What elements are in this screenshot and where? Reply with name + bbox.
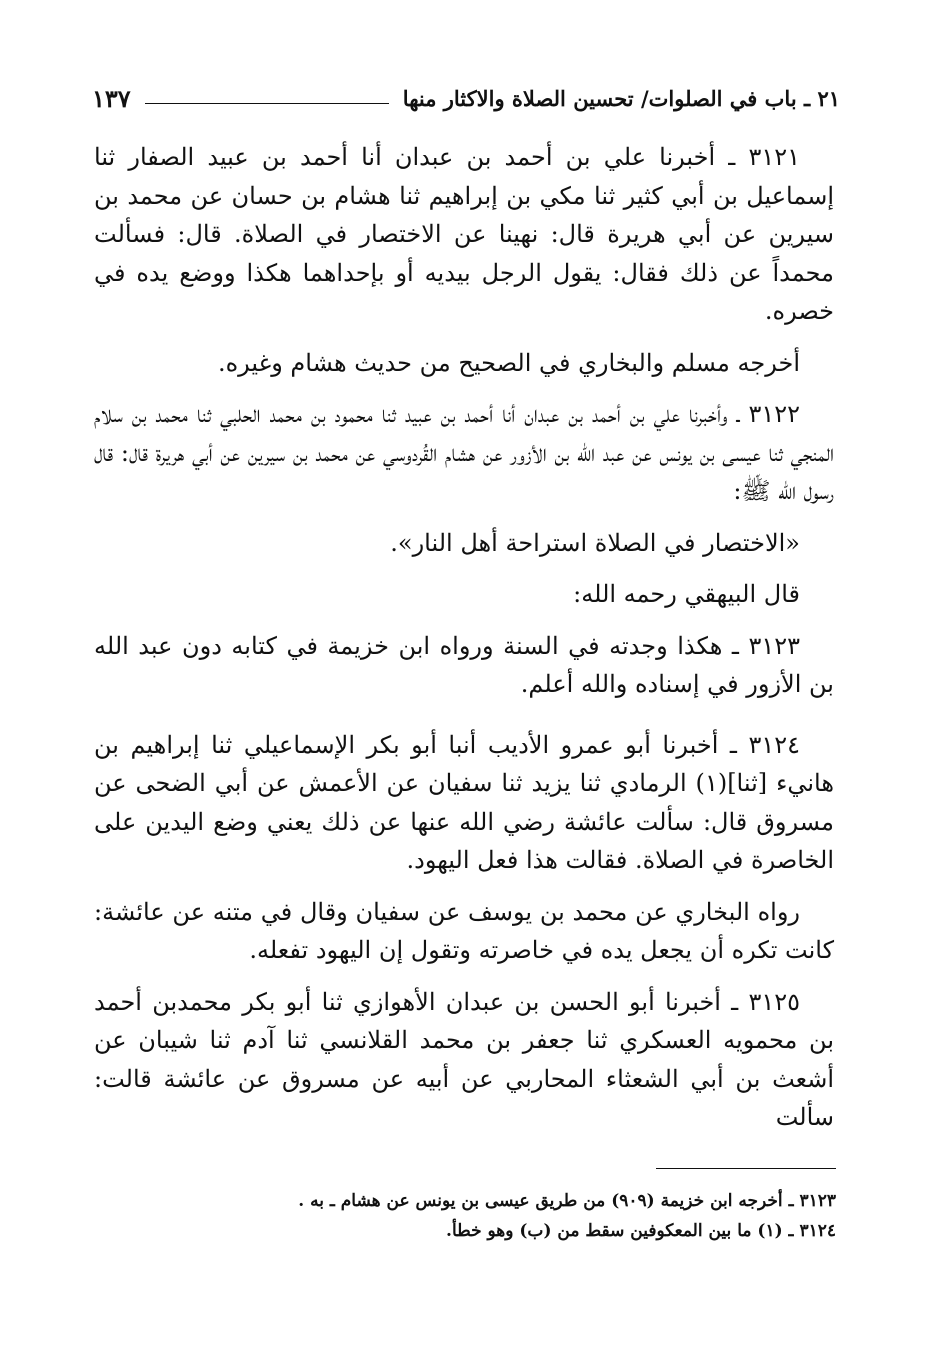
footnotes (96, 1186, 836, 1246)
takhrij-3124: رواه البخاري عن محمد بن يوسف عن سفيان وقال في متنه عن عائشة: كانت تكره أن يجعل يده في خاصرته وتقول إن اليهود تفعله. (94, 897, 834, 964)
main-text (94, 138, 834, 1150)
hadith-3123: ٣١٢٣ ـ هكذا وجدته في السنة ورواه ابن خزيمة في كتابه دون عبد الله بن الأزور في إسناده والله أعلم. (94, 631, 834, 698)
hadith-3124: ٣١٢٤ ـ أخبرنا أبو عمرو الأديب أنبا أبو بكر الإسماعيلي ثنا إبراهيم بن هانيء [ثنا](١) الرمادي ثنا يزيد ثنا سفيان عن الأعمش عن أبي الضحى عن مسروق قال: سألت عائشة رضي الله عنها عن ذلك يعني وضع اليدين على الخاصرة في الصلاة. فقالت هذا فعل اليهود. (94, 730, 835, 874)
footnote-3124: ٣١٢٤ ـ (١) ما بين المعكوفين سقط من (ب) وهو خطأ. (446, 1221, 836, 1241)
page-number: ١٣٧ (92, 83, 131, 113)
hadith-3121: ٣١٢١ ـ أخبرنا علي بن أحمد بن عبدان أنا أحمد بن عبيد الصفار ثنا إسماعيل بن أبي كثير ثنا مكي بن إبراهيم ثنا هشام بن حسان عن محمد بن سيرين عن أبي هريرة قال: نهينا عن الاختصار في الصلاة. قال: فسألت محمداً عن ذلك فقال: يقول الرجل بيديه أو بإحداهما هكذا ووضع يده في خصره. (94, 143, 834, 325)
takhrij-3121: أخرجه مسلم والبخاري في الصحيح من حديث هشام وغيره. (217, 348, 800, 377)
running-header (92, 82, 840, 114)
hadith-3122: ٣١٢٢ ـ وأخبرنا علي بن أحمد بن عبدان أنا أحمد بن عبيد ثنا محمود بن محمد الحلبي ثنا محمد بن سلام المنجي ثنا عيسى بن يونس عن عبد الله بن الأزور عن هشام القُردوسي عن محمد بن سيرين عن أبي هريرة قال: قال رسول الله ﷺ: (94, 400, 834, 505)
bayhaqi-comment: قال البيهقي رحمه الله: (573, 580, 800, 608)
hadith-3125: ٣١٢٥ ـ أخبرنا أبو الحسن بن عبدان الأهوازي ثنا أبو بكر محمدبن أحمد بن محمويه العسكري ثنا جعفر بن محمد القلانسي ثنا آدم ثنا شيبان عن أشعث بن أبي الشعثاء المحاربي عن أبيه عن مسروق عن عائشة قالت: سألت (94, 987, 834, 1131)
header-rule (145, 103, 389, 104)
footnote-3123: ٣١٢٣ ـ أخرجه ابن خزيمة (٩٠٩) من طريق عيسى بن يونس عن هشام ـ به . (298, 1191, 836, 1211)
hadith-3122-matn: «الاختصار في الصلاة استراحة أهل النار». (390, 528, 800, 557)
chapter-title: ٢١ ـ باب في الصلوات/ تحسين الصلاة والاكثار منها (402, 85, 840, 111)
footnote-divider (656, 1168, 836, 1169)
